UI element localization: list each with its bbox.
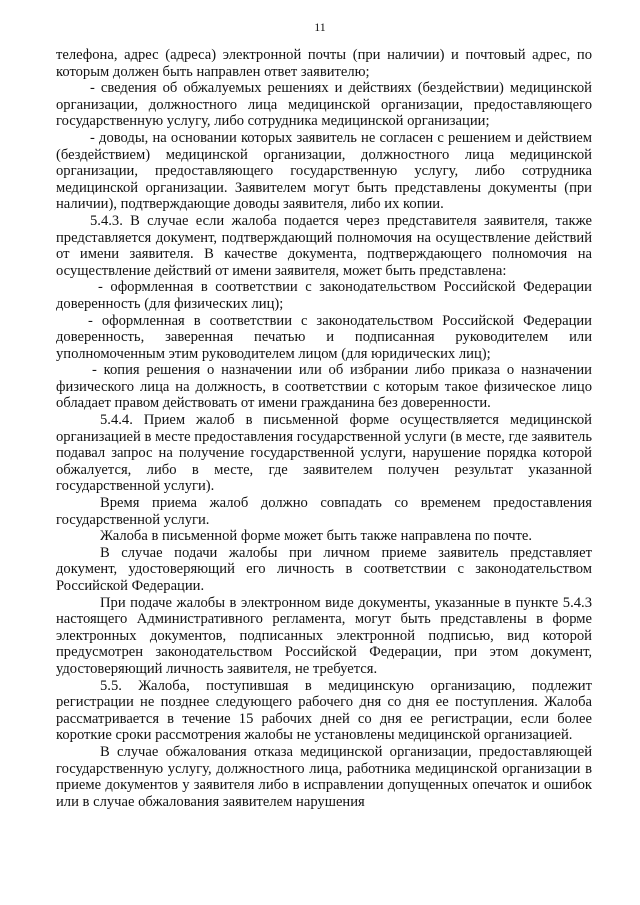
- paragraph-contact-continuation: телефона, адрес (адреса) электронной почты (при наличии) и почтовый адрес, по которым должен быть направлен ответ заявителю;: [56, 47, 592, 80]
- paragraph-refusal-appeal: В случае обжалования отказа медицинской организации, предоставляющей государственную услугу, должностного лица, работника медицинской организации в приеме документов у заявителя либо в исправлении допущенных опечаток и ошибок или в случае обжалования заявителем нарушения: [56, 743, 592, 810]
- list-item-arguments: - доводы, на основании которых заявитель не согласен с решением и действием (бездействием) медицинской организации, должностного лица медицинской организации, предоставляющего государственную услугу, либо сотрудника медицинской организации. Заявителем могут быть представлены документы (при наличии), подтверждающие доводы заявителя, либо их копии.: [56, 129, 592, 213]
- page-number: 11: [314, 20, 326, 34]
- paragraph-5-4-3: 5.4.3. В случае если жалоба подается через представителя заявителя, также представляется документ, подтверждающий полномочия на осуществление действий от имени заявителя. В качестве документа, подтверждающего полномочия на осуществление действий от имени заявителя, может быть представлена:: [56, 212, 592, 279]
- list-item-power-of-attorney-legal-entities: - оформленная в соответствии с законодательством Российской Федерации доверенность, заверенная печатью и подписанная руководителем или уполномоченным этим руководителем лицом (для юридических лиц);: [56, 312, 592, 362]
- list-item-power-of-attorney-individuals: - оформленная в соответствии с законодательством Российской Федерации доверенность (для физических лиц);: [56, 279, 592, 312]
- document-body: [56, 47, 592, 810]
- paragraph-5-4-4: 5.4.4. Прием жалоб в письменной форме осуществляется медицинской организацией в месте предоставления государственной услуги (в месте, где заявитель подавал запрос на получение государственной услуги, нарушение порядка которой обжалуется, либо в месте, где заявителем получен результат указанной государственной услуги).: [56, 412, 592, 495]
- list-item-appointment-decision: - копия решения о назначении или об избрании либо приказа о назначении физического лица на должность, в соответствии с которым такое физическое лицо обладает правом действовать от имени гражданина без доверенности.: [56, 362, 592, 412]
- paragraph-reception-time: Время приема жалоб должно совпадать со временем предоставления государственной услуги.: [56, 495, 592, 528]
- paragraph-postal-submission: Жалоба в письменной форме может быть также направлена по почте.: [100, 528, 533, 545]
- paragraph-personal-submission: В случае подачи жалобы при личном приеме заявитель представляет документ, удостоверяющий его личность в соответствии с законодательством Российской Федерации.: [56, 544, 592, 594]
- paragraph-electronic-submission: При подаче жалобы в электронном виде документы, указанные в пункте 5.4.3 настоящего Административного регламента, могут быть представлены в форме электронных документов, подписанных электронной подписью, вид которой предусмотрен законодательством Российской Федерации, при этом документ, удостоверяющий личность заявителя, не требуется.: [56, 594, 592, 677]
- paragraph-5-5: 5.5. Жалоба, поступившая в медицинскую организацию, подлежит регистрации не позднее следующего рабочего дня со дня ее поступления. Жалоба рассматривается в течение 15 рабочих дней со дня ее регистрации, если более короткие сроки рассмотрения жалобы не установлены медицинской организацией.: [56, 677, 592, 744]
- list-item-appealed-decisions: - сведения об обжалуемых решениях и действиях (бездействии) медицинской организации, должностного лица медицинской организации, предоставляющего государственную услугу, либо сотрудника медицинской организации;: [56, 80, 592, 130]
